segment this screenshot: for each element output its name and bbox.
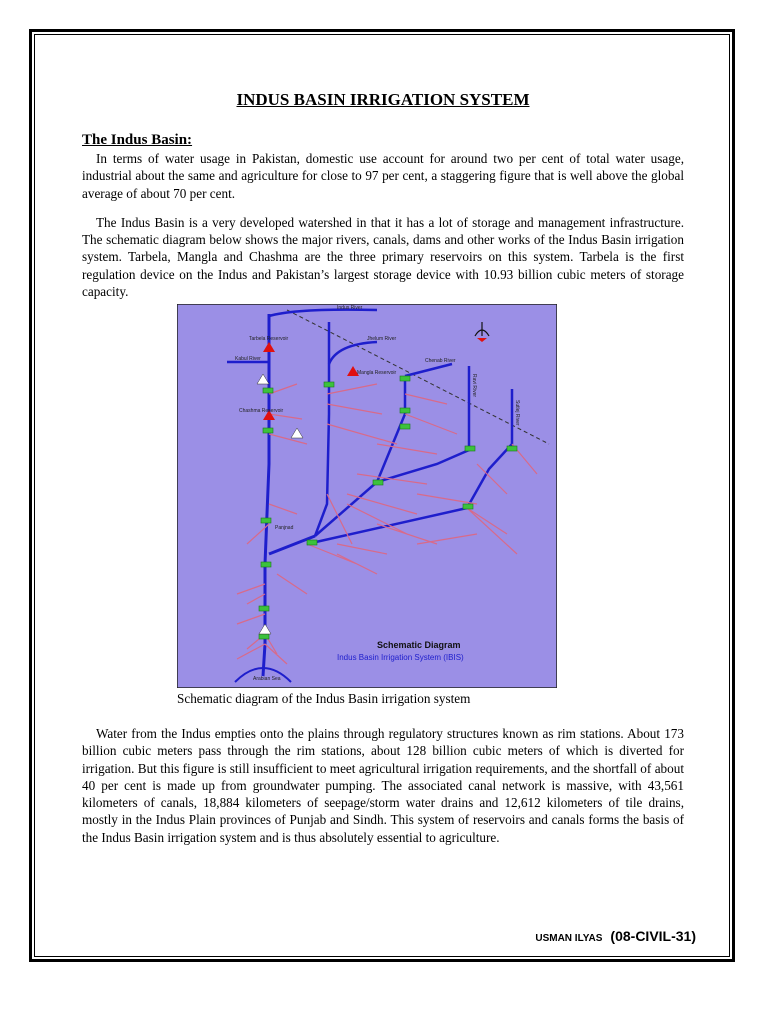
tarbela-label: Tarbela Reservoir [249, 336, 289, 342]
paragraph-rim-stations: Water from the Indus empties onto the plains through regulatory structures known as rim stations. About 173 billion cubic meters pass through the rim stations, about 128 billion cubic meters of which is diverted for irrigation. But this figure is still insufficient to meet agricultural irrigation requirements, and the shortfall of about 40 per cent is made up from groundwater pumping. The associated canal network is massive, with 43,561 kilometers of canals, 18,884 kilometers of seepage/storm water drains and 12,612 kilometers of tile drains, mostly in the Indus Plain provinces of Punjab and Sindh. This system of reservoirs and canals forms the basis of the Indus Basin irrigation system and is thus absolutely essential to agriculture. [82, 726, 684, 845]
kabul-river-label: Kabul River [235, 356, 261, 362]
sutlej-river-label: Sutlej River [514, 400, 520, 426]
mangla-label: Mangla Reservoir [357, 370, 397, 376]
panjnad-label: Panjnad [275, 525, 294, 531]
paragraph-basin-infrastructure: The Indus Basin is a very developed watershed in that it has a lot of storage and management infrastructure. The schematic diagram below shows the major rivers, canals, dams and other works of the Indus Basin irrigation system. Tarbela, Mangla and Chashma are the three primary reservoirs on this system. Tarbela is the first regulation device on the Indus and Pakistan’s largest storage device with 10.93 billion cubic meters of storage capacity. [82, 214, 684, 300]
ravi-river-label: Ravi River [471, 374, 477, 398]
document-body [82, 88, 684, 310]
chashma-label: Chashma Reservoir [239, 408, 284, 414]
figure-caption: Schematic diagram of the Indus Basin irrigation system [177, 691, 471, 706]
page-title: INDUS BASIN IRRIGATION SYSTEM [236, 90, 530, 109]
arabian-sea-label: Arabian Sea [253, 676, 281, 682]
schematic-diagram-svg [177, 304, 557, 688]
jhelum-river-label: Jhelum River [367, 336, 397, 342]
paragraph-water-usage: In terms of water usage in Pakistan, domestic use account for around two per cent of total water usage, industrial about the same and agriculture for close to 97 per cent, a staggering figure that is well above the global average of about 70 per cent. [82, 151, 684, 201]
author-code: (08-CIVIL-31) [610, 928, 696, 944]
diagram-subtitle: Indus Basin Irrigation System (IBIS) [337, 653, 464, 662]
chenab-river-label: Chenab River [425, 358, 456, 364]
footer [535, 928, 696, 944]
diagram-title: Schematic Diagram [377, 640, 461, 650]
schematic-diagram [177, 304, 557, 688]
author-name: USMAN ILYAS [535, 933, 603, 944]
section-heading: The Indus Basin: [82, 132, 193, 148]
indus-river-label: Indus River [337, 305, 363, 311]
document-body-continued [82, 725, 684, 856]
